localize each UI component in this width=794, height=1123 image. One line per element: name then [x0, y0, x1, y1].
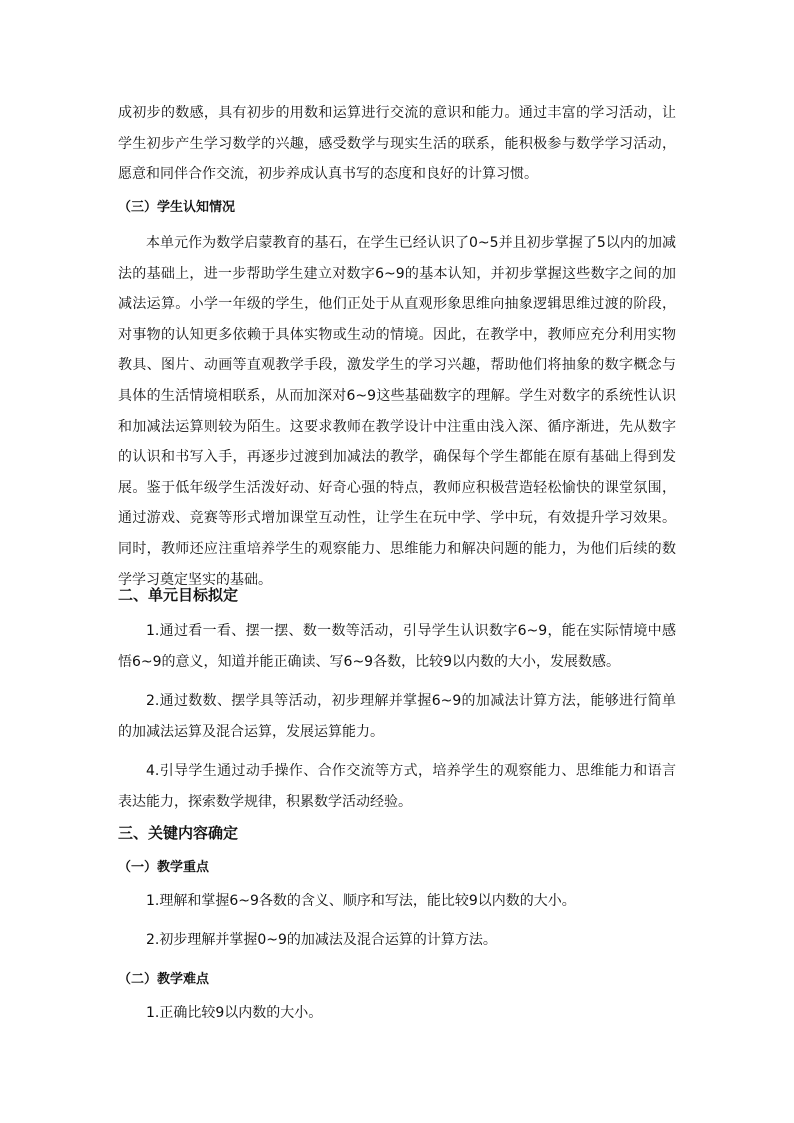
difficulty-heading: （二）教学难点	[118, 972, 210, 987]
focus-heading: （一）教学重点	[118, 860, 210, 875]
goal-item-4: 4.引导学生通过动手操作、合作交流等方式，培养学生的观察能力、思维能力和语言表达能力，探索数学规律，积累数学活动经验。	[118, 763, 676, 810]
focus-item-1: 1.理解和掌握6~9各数的含义、顺序和写法，能比较9以内数的大小。	[146, 893, 576, 909]
key-content-heading: 三、关键内容确定	[118, 824, 239, 842]
goals-heading: 二、单元目标拟定	[118, 586, 239, 604]
intro-paragraph: 成初步的数感，具有初步的用数和运算进行交流的意识和能力。通过丰富的学习活动，让学生初步产生学习数学的兴趣，感受数学与现实生活的联系，能积极参与数学学习活动，愿意和同伴合作交流，初步养成认真书写的态度和良好的计算习惯。	[118, 105, 676, 183]
goal-item-2: 2.通过数数、摆学具等活动，初步理解并掌握6~9的加减法计算方法，能够进行简单的加减法运算及混合运算，发展运算能力。	[118, 693, 676, 740]
cognition-heading: （三）学生认知情况	[118, 200, 236, 215]
cognition-paragraph: 本单元作为数学启蒙教育的基石，在学生已经认识了0~5并且初步掌握了5以内的加减法的基础上，进一步帮助学生建立对数字6~9的基本认知，并初步掌握这些数字之间的加减法运算。小学一年级的学生，他们正处于从直观形象思维向抽象逻辑思维过渡的阶段，对事物的认知更多依赖于具体实物或生动的情境。因此，在教学中，教师应充分利用实物教具、图片、动画等直观教学手段，激发学生的学习兴趣，帮助他们将抽象的数字概念与具体的生活情境相联系，从而加深对6~9这些基础数字的理解。学生对数字的系统性认识和加减法运算则较为陌生。这要求教师在教学设计中注重由浅入深、循序渐进，先从数字的认识和书写入手，再逐步过渡到加减法的教学，确保每个学生都能在原有基础上得到发展。鉴于低年级学生活泼好动、好奇心强的特点，教师应积极营造轻松愉快的课堂氛围，通过游戏、竞赛等形式增加课堂互动性，让学生在玩中学、学中玩，有效提升学习效果。同时，教师还应注重培养学生的观察能力、思维能力和解决问题的能力，为他们后续的数学学习奠定坚实的基础。	[118, 235, 676, 588]
difficulty-item-1: 1.正确比较9以内数的大小。	[146, 1005, 323, 1021]
focus-item-2: 2.初步理解并掌握0~9的加减法及混合运算的计算方法。	[146, 932, 497, 948]
goal-item-1: 1.通过看一看、摆一摆、数一数等活动，引导学生认识数字6~9，能在实际情境中感悟6~9的意义，知道并能正确读、写6~9各数，比较9以内数的大小，发展数感。	[118, 623, 676, 670]
